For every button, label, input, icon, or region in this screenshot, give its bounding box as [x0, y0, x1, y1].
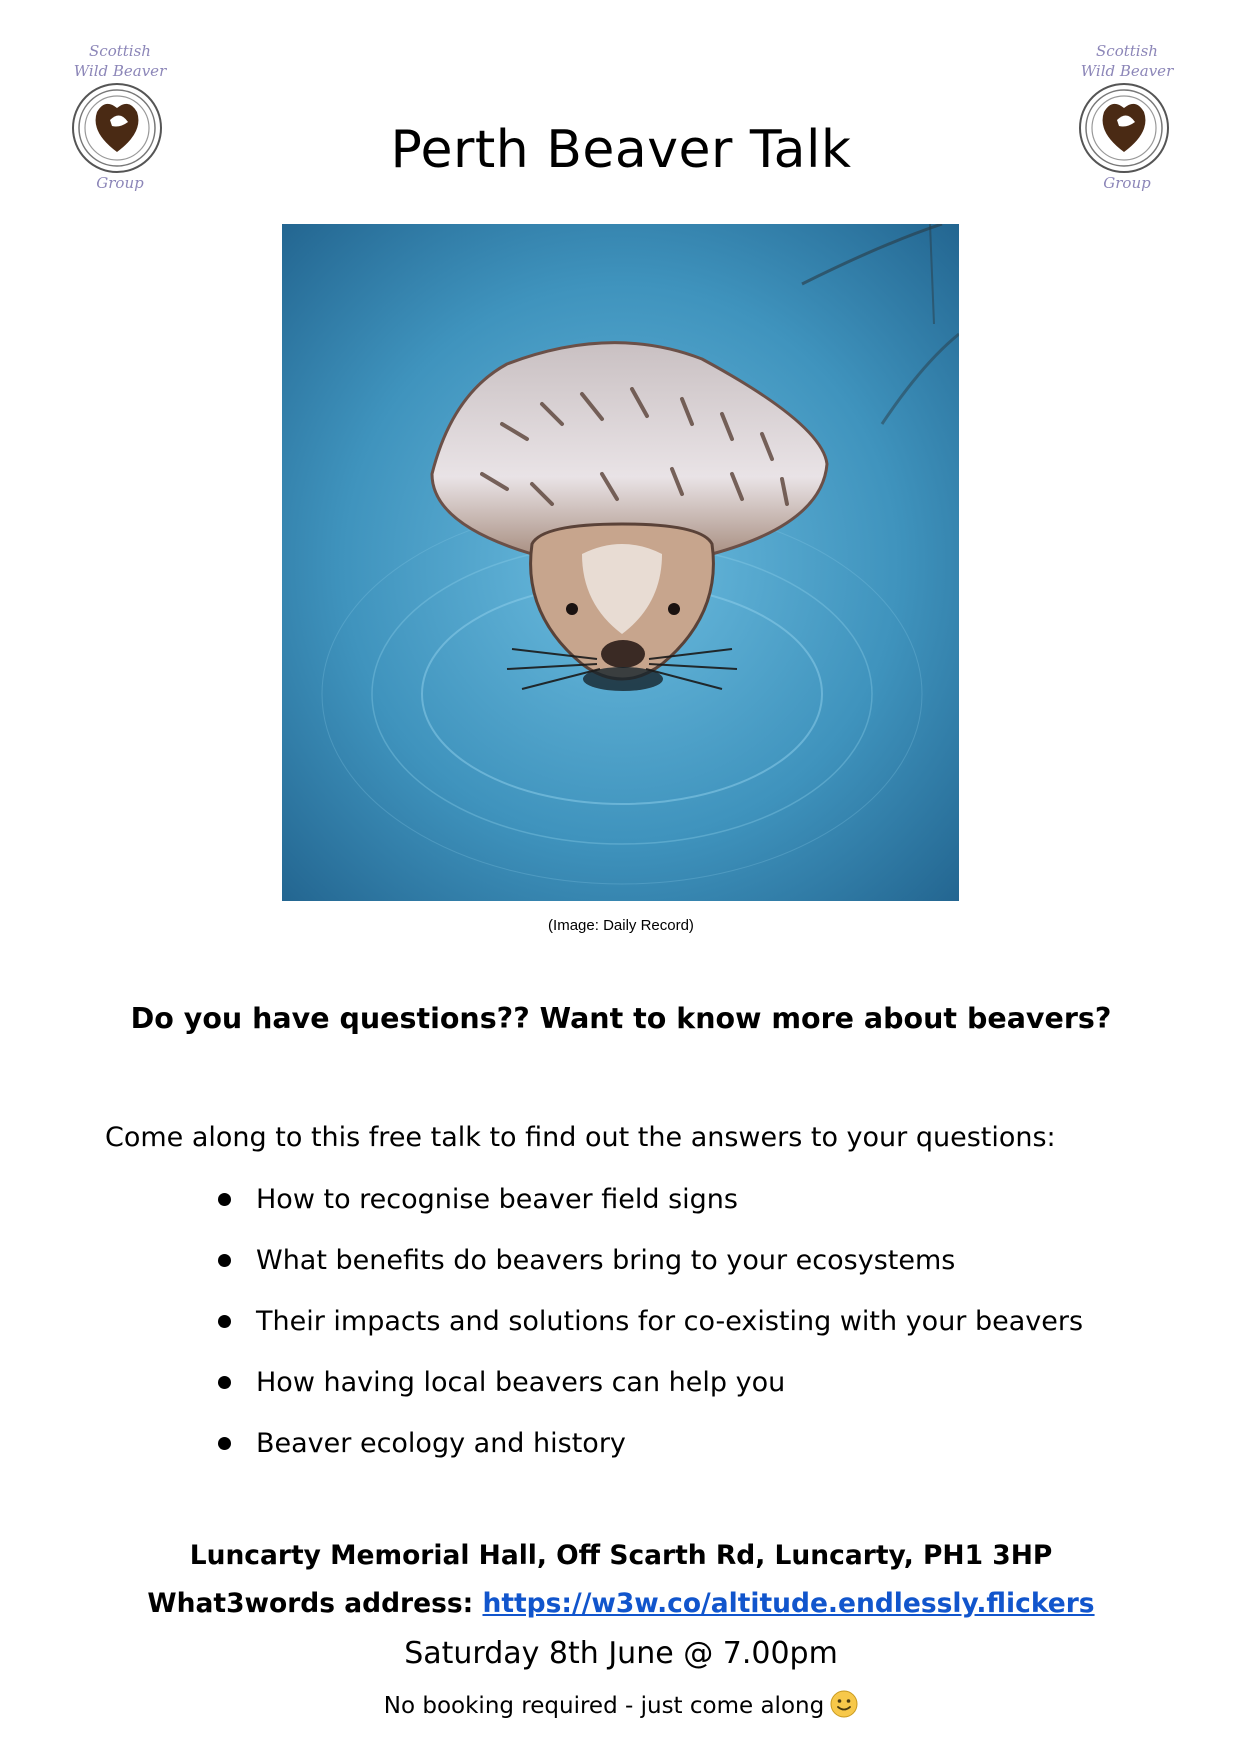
beaver-swimming-photo	[282, 224, 959, 901]
list-item-text: Their impacts and solutions for co-existing with your beavers	[256, 1306, 1084, 1337]
smiley-face-icon	[830, 1690, 858, 1718]
event-date: Saturday 8th June @ 7.00pm	[404, 1636, 838, 1671]
list-item-text: How having local beavers can help you	[256, 1367, 786, 1398]
intro-text: Come along to this free talk to find out the answers to your questions:	[105, 1122, 1056, 1153]
list-item	[218, 1180, 1083, 1241]
photo-caption: (Image: Daily Record)	[548, 917, 694, 934]
list-item	[218, 1241, 1083, 1302]
logo-text-line-1: Scottish	[1096, 42, 1158, 60]
bullet-icon	[218, 1254, 231, 1267]
question-heading: Do you have questions?? Want to know more about beavers?	[130, 1002, 1112, 1035]
logo-text-line-3: Group	[1103, 174, 1151, 192]
list-item	[218, 1363, 1083, 1424]
list-item-text: What benefits do beavers bring to your ecosystems	[256, 1245, 956, 1276]
topics-list	[218, 1180, 1083, 1485]
logo-text-line-1: Scottish	[89, 42, 151, 60]
page-title: Perth Beaver Talk	[390, 119, 852, 180]
bullet-icon	[218, 1376, 231, 1389]
list-item	[218, 1302, 1083, 1363]
bullet-icon	[218, 1193, 231, 1206]
what3words-label: What3words address:	[147, 1588, 483, 1619]
list-item-text: How to recognise beaver field signs	[256, 1184, 738, 1215]
booking-note	[0, 1690, 1242, 1719]
bullet-icon	[218, 1315, 231, 1328]
what3words-line	[0, 1588, 1242, 1619]
what3words-link[interactable]: https://w3w.co/altitude.endlessly.flickers	[482, 1588, 1095, 1619]
bullet-icon	[218, 1437, 231, 1450]
logo-text-line-3: Group	[96, 174, 144, 192]
venue-address: Luncarty Memorial Hall, Off Scarth Rd, Luncarty, PH1 3HP	[189, 1540, 1053, 1571]
logo-text-line-2: Wild Beaver	[1080, 62, 1174, 80]
booking-note-text: No booking required - just come along	[383, 1693, 825, 1719]
list-item	[218, 1424, 1083, 1485]
list-item-text: Beaver ecology and history	[256, 1428, 626, 1459]
logo-text-line-2: Wild Beaver	[73, 62, 167, 80]
